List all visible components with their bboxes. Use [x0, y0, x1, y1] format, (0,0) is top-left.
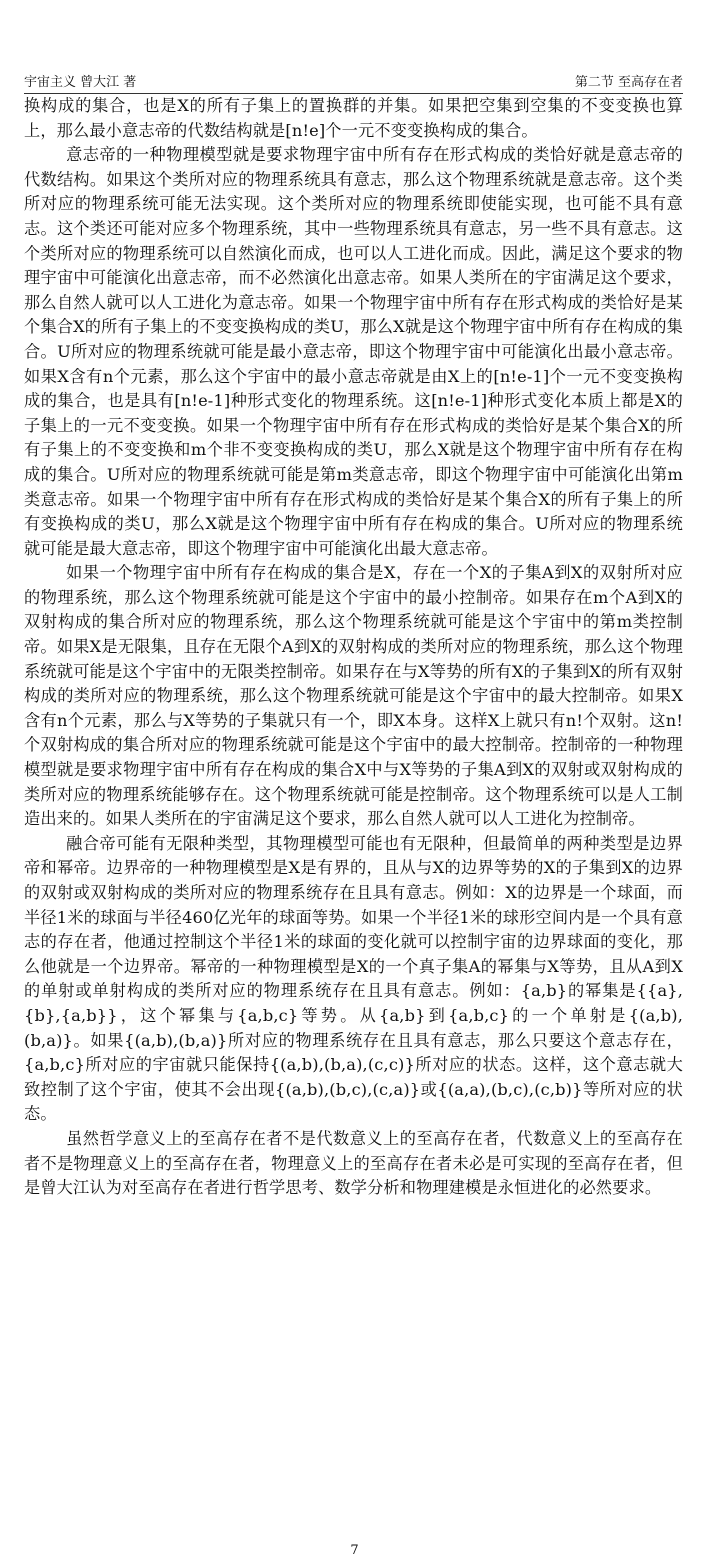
paragraph-continuation: 换构成的集合，也是X的所有子集上的置换群的并集。如果把空集到空集的不变变换也算上，那么最小意志帝的代数结构就是[n!e]个一元不变变换构成的集合。: [24, 96, 683, 140]
paragraph-control-emperor: 如果一个物理宇宙中所有存在构成的集合是X，存在一个X的子集A到X的双射所对应的物理系统，那么这个物理系统就可能是这个宇宙中的最小控制帝。如果存在m个A到X的双射构成的集合所对应的物理系统，那么这个物理系统就可能是这个宇宙中的第m类控制帝。如果X是无限集，且存在无限个A到X的双射构成的类所对应的物理系统，那么这个物理系统就可能是这个宇宙中的无限类控制帝。如果存在与X等势的所有X的子集到X的所有双射构成的类所对应的物理系统，那么这个物理系统就可能是这个宇宙中的最大控制帝。如果X含有n个元素，那么与X等势的子集就只有一个，即X本身。这样X上就只有n!个双射。这n!个双射构成的集合所对应的物理系统就可能是这个宇宙中的最大控制帝。控制帝的一种物理模型就是要求物理宇宙中所有存在构成的集合X中与X等势的子集A到X的双射或双射构成的类所对应的物理系统能够存在。这个物理系统就可能是控制帝。这个物理系统可以是人工制造出来的。如果人类所在的宇宙满足这个要求，那么自然人就可以人工进化为控制帝。: [24, 563, 683, 829]
header-book-author: 宇宙主义 曾大江 著: [24, 75, 137, 90]
body-text: [24, 94, 683, 1201]
running-header: [24, 74, 683, 92]
paragraph-will-emperor-model: 意志帝的一种物理模型就是要求物理宇宙中所有存在形式构成的类恰好就是意志帝的代数结构。如果这个类所对应的物理系统具有意志，那么这个物理系统就是意志帝。这个类所对应的物理系统可能无法实现。这个类所对应的物理系统即使能实现，也可能不具有意志。这个类还可能对应多个物理系统，其中一些物理系统具有意志，另一些不具有意志。这个类所对应的物理系统可以自然演化而成，也可以人工进化而成。因此，满足这个要求的物理宇宙中可能演化出意志帝，而不必然演化出意志帝。如果人类所在的宇宙满足这个要求，那么自然人就可以人工进化为意志帝。如果一个物理宇宙中所有存在形式构成的类恰好是某个集合X的所有子集上的不变变换构成的类U，那么X就是这个物理宇宙中所有存在构成的集合。U所对应的物理系统就可能是最小意志帝，即这个物理宇宙中可能演化出最小意志帝。如果X含有n个元素，那么这个宇宙中的最小意志帝就是由X上的[n!e-1]个一元不变变换构成的集合，也是具有[n!e-1]种形式变化的物理系统。这[n!e-1]种形式变化本质上都是X的子集上的一元不变变换。如果一个物理宇宙中所有存在形式构成的类恰好是某个集合X的所有子集上的不变变换和m个非不变变换构成的类U，那么X就是这个物理宇宙中所有存在构成的集合。U所对应的物理系统就可能是第m类意志帝，即这个物理宇宙中可能演化出第m类意志帝。如果一个物理宇宙中所有存在形式构成的类恰好是某个集合X的所有子集上的所有变换构成的类U，那么X就是这个物理宇宙中所有存在构成的集合。U所对应的物理系统就可能是最大意志帝，即这个物理宇宙中可能演化出最大意志帝。: [24, 145, 683, 558]
header-section-title: 第二节 至高存在者: [574, 75, 683, 90]
paragraph-fusion-emperor: 融合帝可能有无限种类型，其物理模型可能也有无限种，但最简单的两种类型是边界帝和幂帝。边界帝的一种物理模型是X是有界的，且从与X的边界等势的X的子集到X的边界的双射或双射构成的类所对应的物理系统存在且具有意志。例如：X的边界是一个球面，而半径1米的球面与半径460亿光年的球面等势。如果一个半径1米的球形空间内是一个具有意志的存在者，他通过控制这个半径1米的球面的变化就可以控制宇宙的边界球面的变化，那么他就是一个边界帝。幂帝的一种物理模型是X的一个真子集A的幂集与X等势，且从A到X的单射或单射构成的类所对应的物理系统存在且具有意志。例如：{a,b}的幂集是{{a},{b},{a,b}}，这个幂集与{a,b,c}等势。从{a,b}到{a,b,c}的一个单射是{(a,b),(b,a)}。如果{(a,b),(b,a)}所对应的物理系统存在且具有意志，那么只要这个意志存在，{a,b,c}所对应的宇宙就只能保持{(a,b),(b,a),(c,c)}所对应的状态。这样，这个意志就大致控制了这个宇宙，使其不会出现{(a,b),(b,c),(c,a)}或{(a,a),(b,c),(c,b)}等所对应的状态。: [24, 833, 683, 1124]
page-number: 7: [350, 1543, 359, 1558]
paragraph-conclusion: 虽然哲学意义上的至高存在者不是代数意义上的至高存在者，代数意义上的至高存在者不是物理意义上的至高存在者，物理意义上的至高存在者未必是可实现的至高存在者，但是曾大江认为对至高存在者进行哲学思考、数学分析和物理建模是永恒进化的必然要求。: [24, 1128, 683, 1198]
